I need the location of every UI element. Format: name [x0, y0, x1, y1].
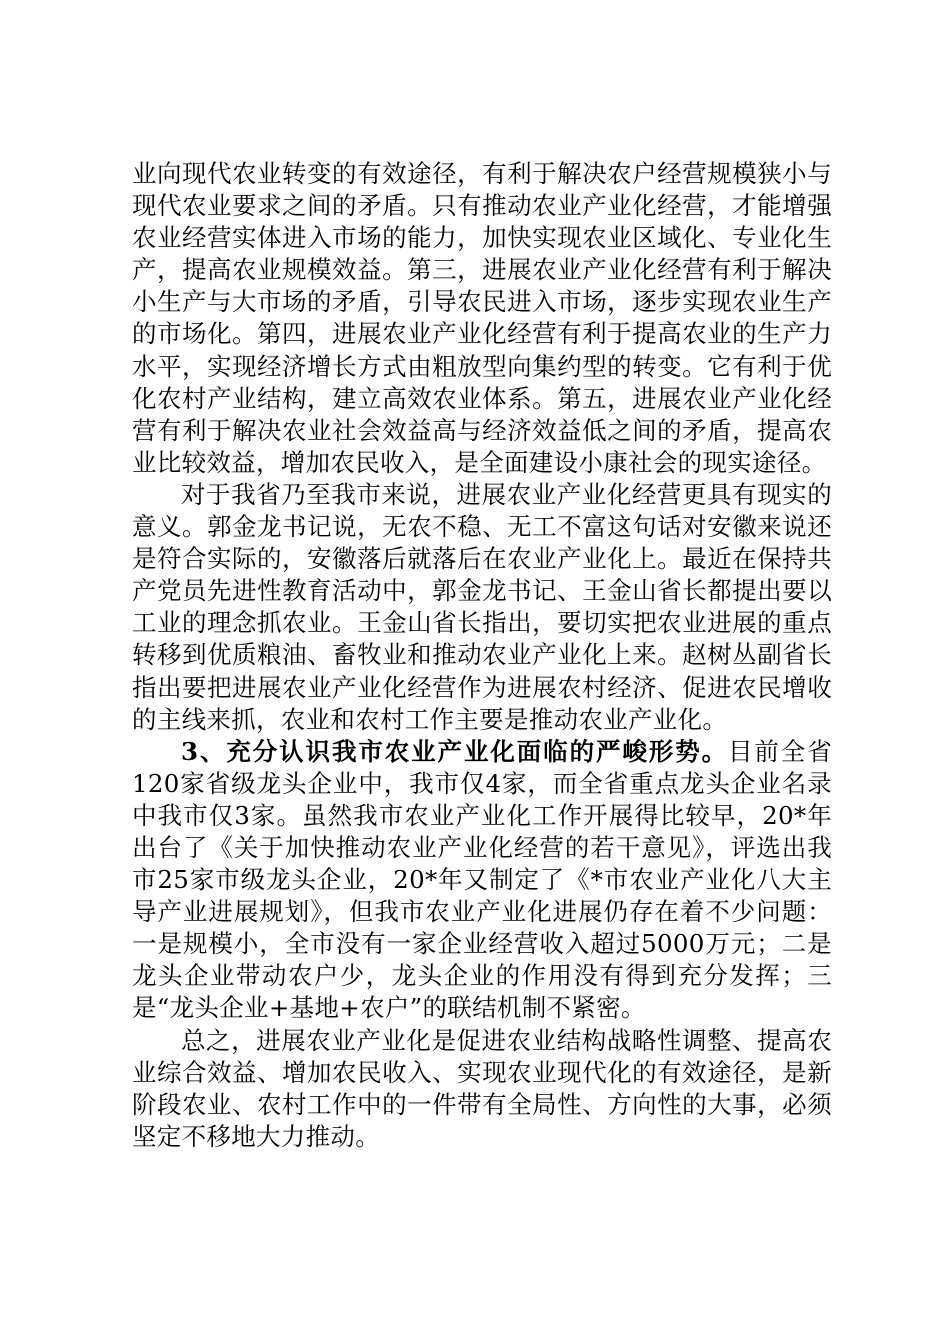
document-body	[132, 158, 832, 1153]
paragraph-provincial-significance: 对于我省乃至我市来说，进展农业产业化经营更具有现实的意义。郭金龙书记说，无农不稳、无工不富这句话对安徽来说还是符合实际的，安徽落后就落后在农业产业化上。最近在保持共产党员先进性教育活动中，郭金龙书记、王金山省长都提出要以工业的理念抓农业。王金山省长指出，要切实把农业进展的重点转移到优质粮油、畜牧业和推动农业产业化上来。赵树丛副省长指出要把进展农业产业化经营作为进展农村经济、促进农民增收的主线来抓，农业和农村工作主要是推动农业产业化。	[132, 479, 832, 734]
section-body: 目前全省120家省级龙头企业中，我市仅4家，而全省重点龙头企业名录中我市仅3家。虽然我市农业产业化工作开展得比较早，20*年出台了《关于加快推动农业产业化经营的若干意见》，评选出我市25家市级龙头企业，20*年又制定了《*市农业产业化八大主导产业进展规划》，但我市农业产业化进展仍存在着不少问题：一是规模小，全市没有一家企业经营收入超过5000万元；二是龙头企业带动农户少，龙头企业的作用没有得到充分发挥；三是“龙头企业+基地+农户”的联结机制不紧密。	[132, 736, 832, 1023]
paragraph-continuation: 业向现代农业转变的有效途径，有利于解决农户经营规模狭小与现代农业要求之间的矛盾。只有推动农业产业化经营，才能增强农业经营实体进入市场的能力，加快实现农业区域化、专业化生产，提高农业规模效益。第三，进展农业产业化经营有利于解决小生产与大市场的矛盾，引导农民进入市场，逐步实现农业生产的市场化。第四，进展农业产业化经营有利于提高农业的生产力水平，实现经济增长方式由粗放型向集约型的转变。它有利于优化农村产业结构，建立高效农业体系。第五，进展农业产业化经营有利于解决农业社会效益高与经济效益低之间的矛盾，提高农业比较效益，增加农民收入，是全面建设小康社会的现实途径。	[132, 159, 832, 477]
section-heading: 3、充分认识我市农业产业化面临的严峻形势。	[181, 736, 728, 766]
paragraph-severe-situation	[132, 736, 832, 1025]
paragraph-conclusion: 总之，进展农业产业化是促进农业结构战略性调整、提高农业综合效益、增加农民收入、实现农业现代化的有效途径，是新阶段农业、农村工作中的一件带有全局性、方向性的大事，必须坚定不移地大力推动。	[132, 1025, 832, 1151]
